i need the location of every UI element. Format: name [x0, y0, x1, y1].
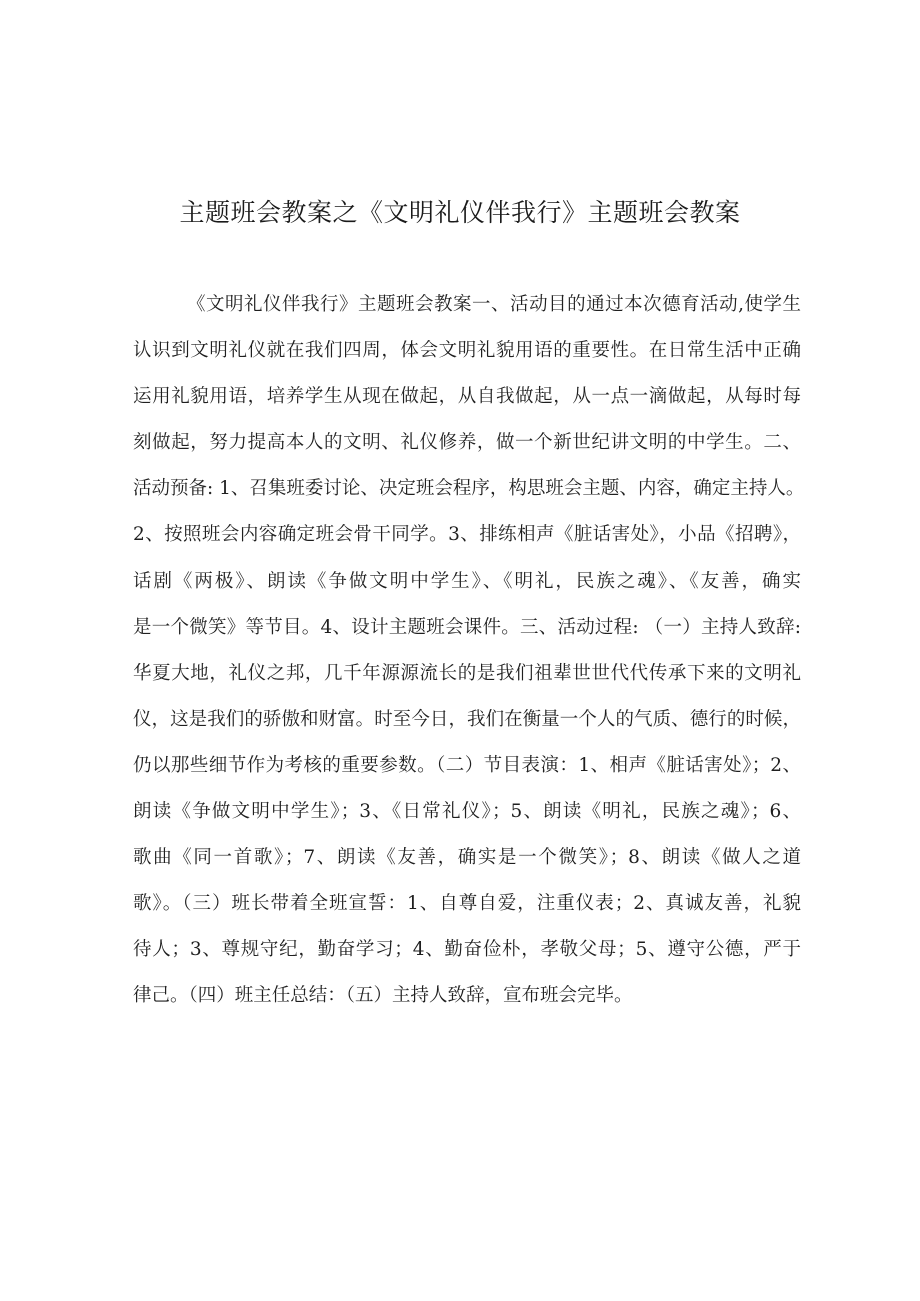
document-title: 主题班会教案之《文明礼仪伴我行》主题班会教案 — [179, 198, 741, 227]
body-line: 2、按照班会内容确定班会骨干同学。3、排练相声《脏话害处》，小品《招聘》， — [133, 524, 801, 546]
body-line: 认识到文明礼仪就在我们四周，体会文明礼貌用语的重要性。在日常生活中正确 — [133, 340, 801, 362]
body-line: 仍以那些细节作为考核的重要参数。（二）节目表演：1、相声《脏话害处》；2、 — [133, 754, 801, 776]
document-body — [133, 282, 805, 1020]
body-line: 待人；3、尊规守纪，勤奋学习；4、勤奋俭朴，孝敬父母；5、遵守公德，严于 — [133, 939, 801, 961]
body-line: 刻做起，努力提高本人的文明、礼仪修养，做一个新世纪讲文明的中学生。二、 — [133, 432, 801, 454]
body-line: 仪，这是我们的骄傲和财富。时至今日，我们在衡量一个人的气质、德行的时候， — [133, 708, 801, 730]
body-line: 运用礼貌用语，培养学生从现在做起，从自我做起，从一点一滴做起，从每时每 — [133, 386, 801, 408]
body-line: 歌》。（三）班长带着全班宣誓：1、自尊自爱，注重仪表；2、真诚友善，礼貌 — [133, 893, 801, 915]
body-line: 歌曲《同一首歌》；7、朗读《友善，确实是一个微笑》；8、朗读《做人之道 — [133, 847, 801, 869]
body-line: 《文明礼仪伴我行》主题班会教案一、活动目的通过本次德育活动,使学生 — [187, 294, 801, 315]
body-line: 是一个微笑》等节目。4、设计主题班会课件。三、活动过程: （一）主持人致辞: — [133, 616, 801, 638]
body-line: 朗读《争做文明中学生》；3、《日常礼仪》；5、朗读《明礼，民族之魂》；6、 — [133, 801, 801, 823]
body-line: 律己。（四）班主任总结：（五）主持人致辞，宣布班会完毕。 — [133, 985, 633, 1007]
body-line: 活动预备: 1、召集班委讨论、决定班会程序，构思班会主题、内容，确定主持人。 — [133, 478, 805, 500]
body-line: 话剧《两极》、朗读《争做文明中学生》、《明礼，民族之魂》、《友善，确实 — [133, 570, 801, 592]
body-line: 华夏大地，礼仪之邦，几千年源源流长的是我们祖辈世世代代传承下来的文明礼 — [133, 662, 801, 684]
